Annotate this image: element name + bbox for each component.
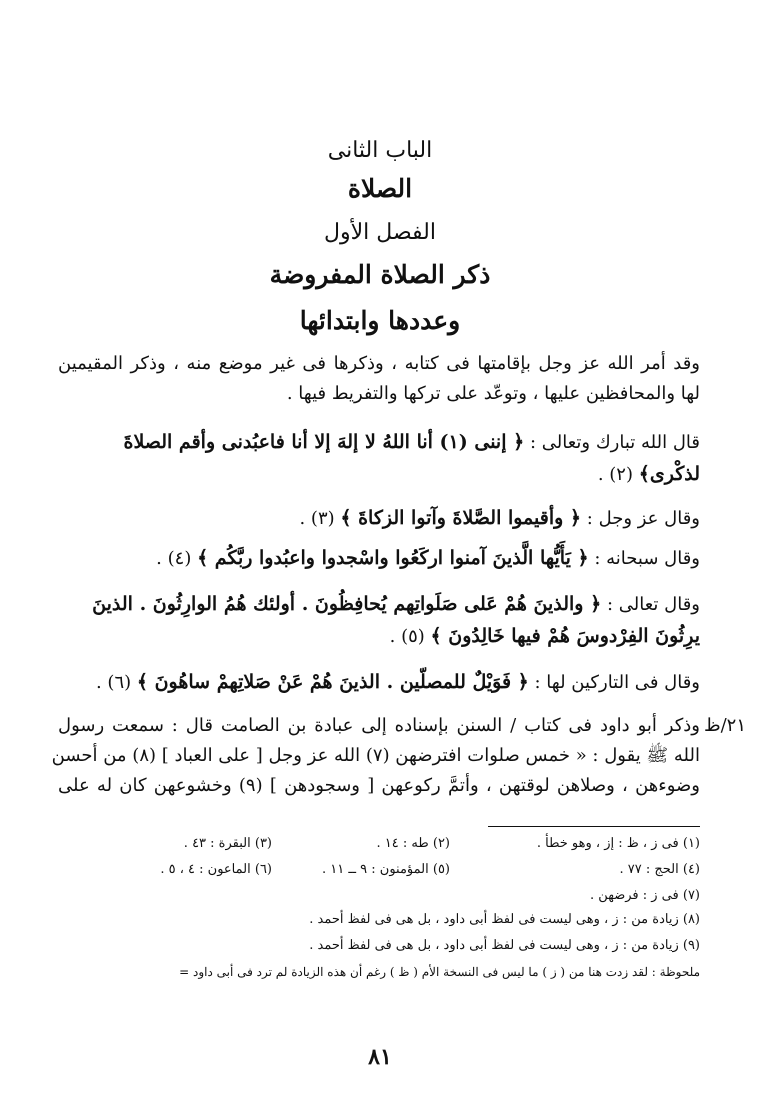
section-title-line2: وعددها وابتدائها bbox=[299, 306, 461, 335]
quran-verse-3: ﴿ يَأَيُّها الَّذينَ آمنوا اركَعُوا واسْجدوا واعبُدوا ربَّكُم ﴾ bbox=[197, 547, 589, 569]
quran-verse-5: ﴿ فَوَيْلٌ للمصلّين . الذينَ هُمْ عَنْ صَلاتِهمْ ساهُونَ ﴾ bbox=[136, 671, 529, 693]
section-title-line1: ذكر الصلاة المفروضة bbox=[269, 260, 491, 289]
paragraph-5-line-1 bbox=[58, 590, 700, 619]
footnote-9: (٩) زيادة من : ز ، وهى ليست فى لفظ أبى داود ، بل هى فى لفظ أحمد . bbox=[309, 938, 700, 953]
paragraph-2-line-2 bbox=[58, 460, 700, 489]
footnote-3: (٣) البقرة : ٤٣ . bbox=[183, 836, 272, 851]
page-number: ٨١ bbox=[368, 1044, 392, 1070]
paragraph-4-intro: وقال سبحانه : bbox=[588, 548, 700, 569]
footnote-1: (١) فى ز ، ظ : إز ، وهو خطأ . bbox=[536, 836, 700, 851]
footnote-ref-5: (٥) . bbox=[389, 626, 431, 647]
chapter-heading: الباب الثانى bbox=[327, 138, 433, 163]
paragraph-5-line-2 bbox=[58, 622, 700, 651]
paragraph-2-line-1 bbox=[58, 428, 700, 457]
footnote-8: (٨) زيادة من : ز ، وهى ليست فى لفظ أبى داود ، بل هى فى لفظ أحمد . bbox=[309, 912, 700, 927]
paragraph-5-intro: وقال تعالى : bbox=[601, 594, 700, 615]
paragraph-7-line-1: وذكر أبو داود فى كتاب / السنن بإسناده إلى عبادة بن الصامت قال : سمعت رسول bbox=[58, 715, 700, 736]
paragraph-6-intro: وقال فى التاركين لها : bbox=[528, 672, 700, 693]
manuscript-folio-note: ٢١/ظ bbox=[703, 715, 746, 736]
quran-verse-2: ﴿ وأقيموا الصَّلاةَ وآتوا الزكاةَ ﴾ bbox=[340, 507, 582, 529]
quran-verse-1a: ﴿ إننى (١) أنا اللهُ لا إلهَ إلا أنا فاعبُدنى وأقم الصلاةَ bbox=[123, 431, 525, 453]
paragraph-3-intro: وقال عز وجل : bbox=[581, 508, 700, 529]
editor-note: ملحوظة : لقد زدت هنا من ( ز ) ما ليس فى النسخة الأم ( ظ ) رغم أن هذه الزيادة لم ترد فى أبى داود = bbox=[179, 965, 700, 979]
section-heading: الفصل الأول bbox=[324, 220, 436, 245]
paragraph-7-line-2: الله ﷺ يقول : « خمس صلوات افترضهن (٧) الله عز وجل [ على العباد ] (٨) من أحسن bbox=[51, 745, 700, 766]
paragraph-2-intro: قال الله تبارك وتعالى : bbox=[524, 432, 700, 453]
paragraph-6 bbox=[58, 668, 700, 697]
chapter-title: الصلاة bbox=[347, 174, 413, 203]
footnote-ref-3: (٣) . bbox=[299, 508, 341, 529]
footnote-4: (٤) الحج : ٧٧ . bbox=[619, 862, 700, 877]
footnote-2: (٢) طه : ١٤ . bbox=[376, 836, 450, 851]
paragraph-7-line-3: وضوءهن ، وصلاهن لوقتهن ، وأتمَّ ركوعهن [ وسجودهن ] (٩) وخشوعهن كان له على bbox=[58, 775, 701, 796]
footnote-ref-4: (٤) . bbox=[156, 548, 198, 569]
footnote-6: (٦) الماعون : ٤ ، ٥ . bbox=[160, 862, 272, 877]
footnote-ref-2: (٢) . bbox=[597, 464, 639, 485]
footnote-divider bbox=[488, 826, 700, 827]
quran-verse-1b: لذكْرى﴾ bbox=[638, 463, 700, 485]
paragraph-4 bbox=[58, 544, 700, 573]
paragraph-1-line-2: لها والمحافظين عليها ، وتوعّد على تركها والتفريط فيها . bbox=[286, 383, 700, 404]
quran-verse-4a: ﴿ والذينَ هُمْ عَلى صَلَواتِهم يُحافِظُونَ . أولئك هُمُ الوارِثُونَ . الذينَ bbox=[92, 593, 602, 615]
footnote-ref-6: (٦) . bbox=[95, 672, 137, 693]
paragraph-3 bbox=[58, 504, 700, 533]
footnote-5: (٥) المؤمنون : ٩ ــ ١١ . bbox=[322, 862, 450, 877]
paragraph-1-line-1: وقد أمر الله عز وجل بإقامتها فى كتابه ، وذكرها فى غير موضع منه ، وذكر المقيمين bbox=[58, 353, 700, 374]
quran-verse-4b: يرِثُونَ الفِرْدوسَ هُمْ فيها خَالِدُونَ ﴾ bbox=[430, 625, 700, 647]
footnote-7: (٧) فى ز : فرضهن . bbox=[590, 888, 700, 903]
